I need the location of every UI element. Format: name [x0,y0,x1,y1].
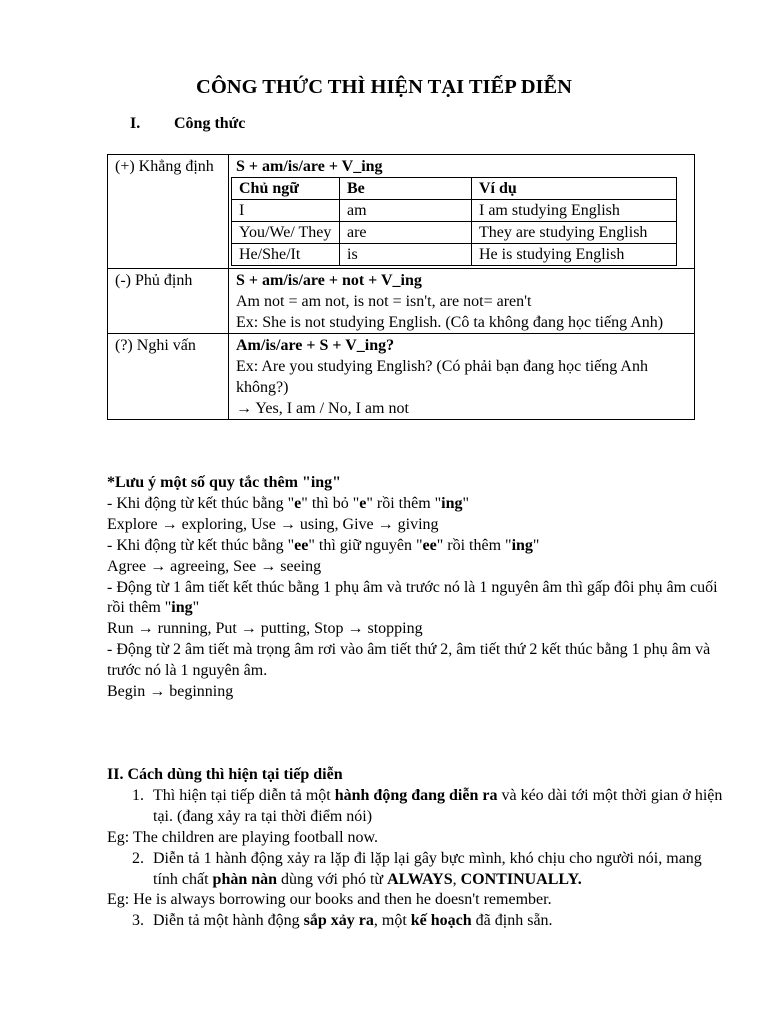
inner-cell-be: are [340,222,472,244]
usage-example-2: Eg: He is always borrowing our books and then he doesn't remember. [107,891,552,909]
rule-2: - Khi động từ kết thúc bằng "ee" thì giữ nguyên "ee" rồi thêm "ing" [107,536,540,554]
section-1-number: I. [130,115,141,132]
rule-3-example: Run → running, Put → putting, Stop → stopping [107,620,423,638]
negative-label: (-) Phủ định [108,269,229,334]
formula-table [107,154,695,420]
page-title: CÔNG THỨC THÌ HIỆN TẠI TIẾP DIỄN [196,76,572,98]
rule-3: - Động từ 1 âm tiết kết thúc bằng 1 phụ âm và trước nó là 1 nguyên âm thì gấp đôi phụ âm cuối [107,578,718,596]
inner-cell-subject: You/We/ They [232,222,340,244]
rule-4: - Động từ 2 âm tiết mà trọng âm rơi vào âm tiết thứ 2, âm tiết thứ 2 kết thúc bằng 1 phụ âm và [107,641,711,659]
inner-header-be: Be [347,180,365,197]
question-row [108,334,695,420]
inner-cell-subject: I [232,200,340,222]
rule-4-example: Begin → beginning [107,683,234,701]
inner-cell-be: is [340,244,472,266]
rule-2-example: Agree → agreeing, See → seeing [107,557,322,575]
usage-section [107,765,727,932]
negative-contractions: Am not = am not, is not = isn't, are not= aren't [236,293,532,310]
question-content [229,334,695,420]
inner-cell-example: He is studying English [472,244,677,266]
usage-item-3: 3. Diễn tả một hành động sắp xảy ra, một kế hoạch đã định sẵn. [132,912,553,930]
rule-1: - Khi động từ kết thúc bằng "e" thì bỏ "e" rồi thêm "ing" [107,494,470,512]
section-1-heading [130,114,245,134]
inner-header-subject: Chủ ngữ [239,180,299,197]
negative-row [108,269,695,334]
negative-content [229,269,695,334]
section-2-heading: II. Cách dùng thì hiện tại tiếp diễn [107,766,343,783]
inner-cell-subject: He/She/It [232,244,340,266]
affirmative-label: (+) Khẳng định [108,155,229,269]
usage-example-1: Eg: The children are playing football now. [107,828,379,846]
affirmative-row [108,155,695,269]
affirmative-formula: S + am/is/are + V_ing [236,158,383,175]
rule-4-continued: trước nó là 1 nguyên âm. [107,662,268,680]
usage-item-1: 1. Thì hiện tại tiếp diễn tả một hành động đang diễn ra và kéo dài tới một thời gian ở hiện tại. (đang xảy ra tại thời điểm nói) [132,786,723,825]
usage-item-2: 2. Diễn tả 1 hành động xảy ra lặp đi lặp lại gây bực mình, khó chịu cho người nói, mang tính chất phàn nàn dùng với phó từ ALWAYS, CONTINUALLY. [132,849,702,888]
affirmative-content [229,155,695,269]
question-formula: Am/is/are + S + V_ing? [236,337,395,354]
inner-row [232,222,677,244]
inner-cell-example: I am studying English [472,200,677,222]
rule-1-example: Explore → exploring, Use → using, Give → giving [107,515,439,533]
inner-cell-be: am [340,200,472,222]
inner-cell-example: They are studying English [472,222,677,244]
negative-example: Ex: She is not studying English. (Cô ta không đang học tiếng Anh) [236,314,664,331]
inner-row [232,200,677,222]
negative-formula: S + am/is/are + not + V_ing [236,272,422,289]
inner-header-example: Ví dụ [479,180,517,197]
question-label: (?) Nghi vấn [108,334,229,420]
section-1-label: Công thức [174,115,246,132]
ing-rules-notes [107,473,727,703]
question-answer: → Yes, I am / No, I am not [236,400,409,417]
question-example: Ex: Are you studying English? (Có phải bạn đang học tiếng Anh không?) [236,358,648,396]
inner-header-row [232,178,677,200]
rule-3-continued: rồi thêm "ing" [107,599,200,617]
subject-be-table [231,177,677,266]
notes-heading: *Lưu ý một số quy tắc thêm "ing" [107,474,342,491]
inner-row [232,244,677,266]
